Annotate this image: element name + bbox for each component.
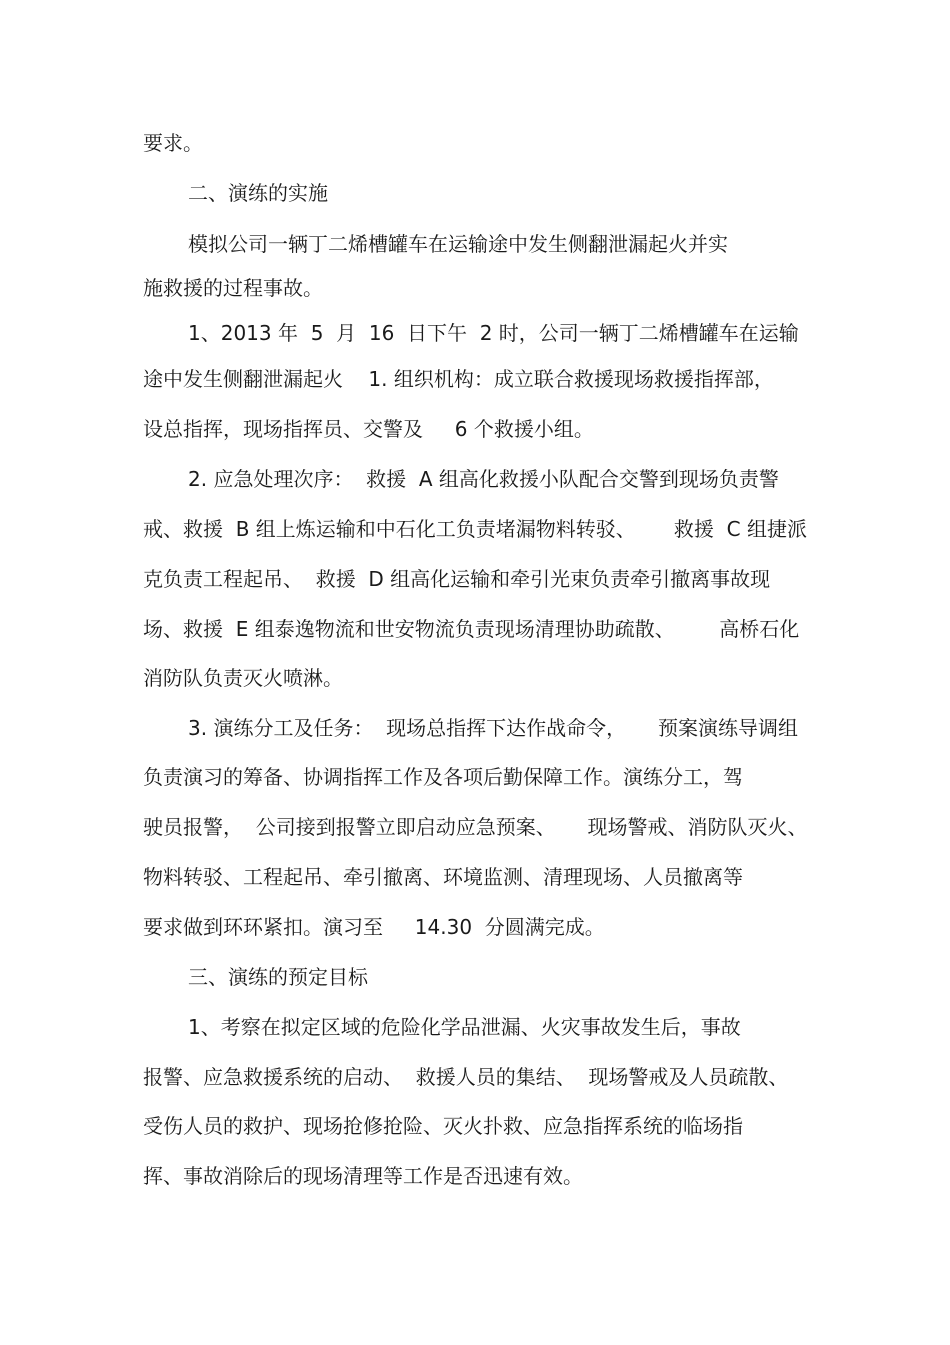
text-line: 物料转驳、工程起吊、牵引撤离、环境监测、清理现场、人员撤离等 (143, 865, 743, 889)
section-heading: 二、演练的实施 (188, 181, 328, 205)
text-line: 场、救援 E 组泰逸物流和世安物流负责现场清理协助疏散、 高桥石化 (143, 617, 800, 641)
text-line: 3. 演练分工及任务： 现场总指挥下达作战命令， 预案演练导调组 (188, 716, 798, 740)
text-line: 模拟公司一辆丁二烯槽罐车在运输途中发生侧翻泄漏起火并实 (188, 232, 728, 256)
text-line: 1、考察在拟定区域的危险化学品泄漏、火灾事故发生后，事故 (188, 1015, 741, 1039)
text-line: 途中发生侧翻泄漏起火 1. 组织机构：成立联合救援现场救援指挥部， (143, 367, 774, 391)
text-line: 消防队负责灭火喷淋。 (143, 666, 343, 690)
text-line: 1、2013 年 5 月 16 日下午 2 时，公司一辆丁二烯槽罐车在运输 (188, 321, 799, 345)
text-line: 克负责工程起吊、 救援 D 组高化运输和牵引光束负责牵引撤离事故现 (143, 567, 771, 591)
text-line: 2. 应急处理次序： 救援 A 组高化救援小队配合交警到现场负责警 (188, 467, 779, 491)
text-line: 报警、应急救援系统的启动、 救援人员的集结、 现场警戒及人员疏散、 (143, 1065, 789, 1089)
text-line: 施救援的过程事故。 (143, 276, 323, 300)
text-line: 要求做到环环紧扣。演习至 14.30 分圆满完成。 (143, 915, 605, 939)
text-line: 受伤人员的救护、现场抢修抢险、灭火扑救、应急指挥系统的临场指 (143, 1114, 743, 1138)
text-line: 设总指挥，现场指挥员、交警及 6 个救援小组。 (143, 417, 594, 441)
text-line: 挥、事故消除后的现场清理等工作是否迅速有效。 (143, 1164, 583, 1188)
section-heading: 三、演练的预定目标 (188, 965, 368, 989)
text-line: 戒、救援 B 组上炼运输和中石化工负责堵漏物料转驳、 救援 C 组捷派 (143, 517, 807, 541)
text-line: 要求。 (143, 131, 203, 155)
text-line: 负责演习的筹备、协调指挥工作及各项后勤保障工作。演练分工，驾 (143, 765, 743, 789)
text-line: 驶员报警， 公司接到报警立即启动应急预案、 现场警戒、消防队灭火、 (143, 815, 808, 839)
